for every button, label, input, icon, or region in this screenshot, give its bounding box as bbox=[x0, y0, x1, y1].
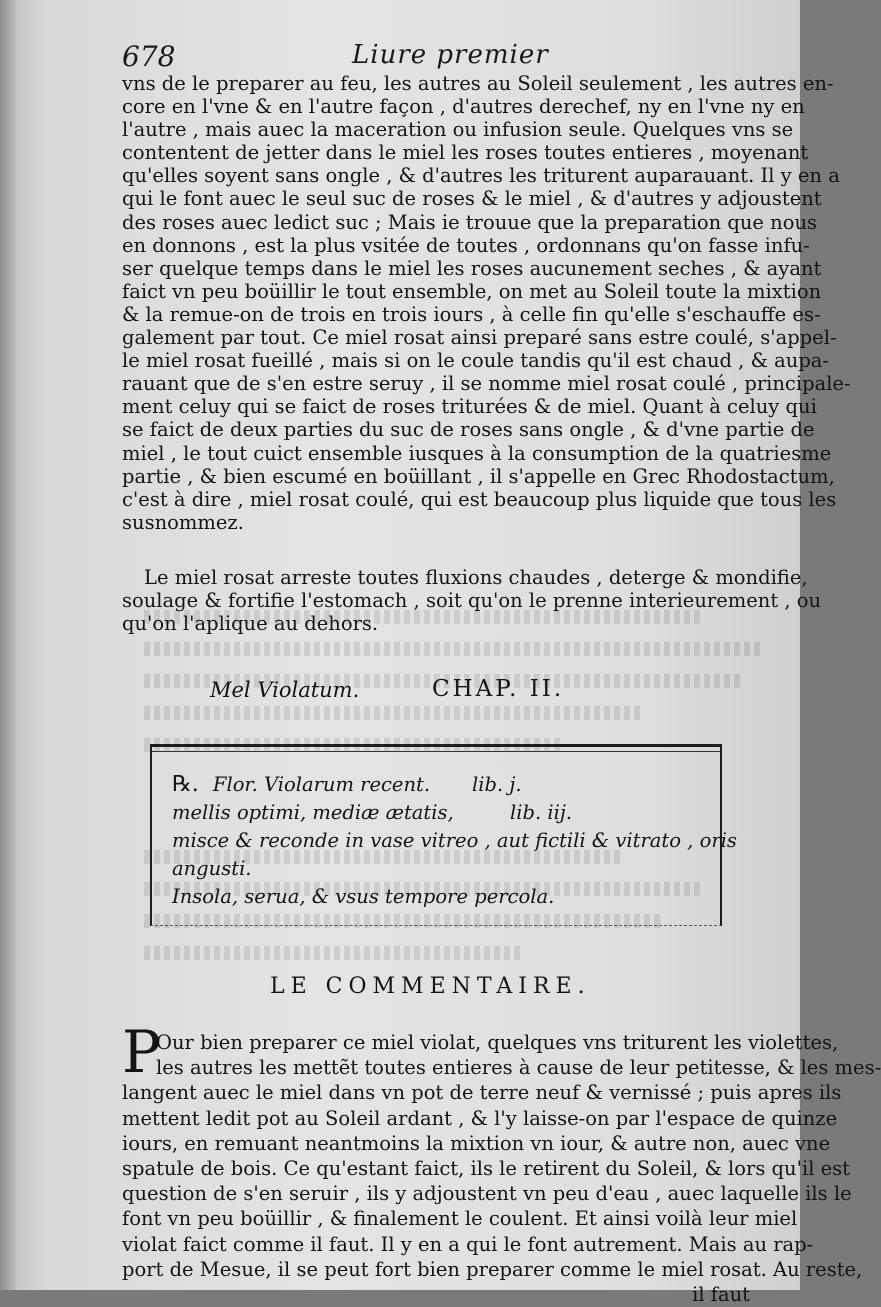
text-line: font vn peu boüillir , & finalement le coulent. Et ainsi voilà leur miel bbox=[122, 1207, 798, 1231]
text-line: ser quelque temps dans le miel les roses aucunement seches , & ayant bbox=[122, 256, 822, 280]
recipe-quantity: lib. iij. bbox=[510, 801, 573, 824]
recipe-line: misce & recondе in vase vitreo , aut fictili & vitrato , oris bbox=[172, 829, 737, 852]
recipe-quantity: lib. j. bbox=[472, 773, 522, 796]
text-line: soulage & fortifie l'estomach , soit qu'on le prenne interieurement , ou bbox=[122, 589, 822, 613]
drop-capital: P bbox=[122, 1018, 162, 1086]
rule-line bbox=[152, 751, 720, 752]
text-line: partie , & bien escumé en boüillant , il s'appelle en Grec Rhodostactum, bbox=[122, 464, 835, 488]
running-head bbox=[122, 40, 782, 74]
text-line: spatule de bois. Ce qu'estant faict, ils le retirent du Soleil, & lors qu'il est bbox=[122, 1157, 851, 1181]
text-line: le miel rosat fueillé , mais si on le coule tandis qu'il est chaud , & aupa- bbox=[122, 349, 830, 373]
text-line: l'autre , mais auec la maceration ou infusion seule. Quelques vns se bbox=[122, 118, 794, 142]
page-gutter bbox=[0, 0, 16, 1290]
commentaire-heading: LE COMMENTAIRE. bbox=[270, 974, 591, 999]
recipe-text bbox=[172, 771, 737, 911]
text-line: qui le font auec le seul suc de roses & le miel , & d'autres y adjoustent bbox=[122, 187, 822, 211]
main-paragraph bbox=[122, 72, 851, 534]
second-paragraph bbox=[122, 566, 822, 636]
text-line: rauant que de s'en estre seruy , il se nomme miel rosat coulé , principale- bbox=[122, 372, 851, 396]
text-line: violat faict comme il faut. Il y en a qui le font autrement. Mais au rap- bbox=[122, 1232, 814, 1256]
text-line: faict vn peu boüillir le tout ensemble, on met au Soleil toute la mixtion bbox=[122, 279, 822, 303]
text-line: se faict de deux parties du suc de roses sans ongle , & d'vne partie de bbox=[122, 418, 815, 442]
page-number: 678 bbox=[122, 40, 176, 73]
text-line: miel , le tout cuict ensemble iusques à la consumption de la quatriesme bbox=[122, 441, 832, 465]
text-line: mettent ledit pot au Soleil ardant , & l'y laisse-on par l'espace de quinze bbox=[122, 1106, 838, 1130]
text-line: iours, en remuant neantmoins la mixtion vn iour, & autre non, auec vne bbox=[122, 1131, 831, 1155]
text-line: galement par tout. Ce miel rosat ainsi preparé sans estre coulé, s'appel- bbox=[122, 326, 837, 350]
recipe-box bbox=[150, 744, 737, 926]
text-line: port de Mesue, il se peut fort bien preparer comme le miel rosat. Au reste, bbox=[122, 1257, 863, 1281]
running-title: Liure premier bbox=[352, 40, 549, 70]
text-line: en donnons , est la plus vsitée de toutes , ordonnans qu'on fasse infu- bbox=[122, 233, 810, 257]
text-line: ment celuy qui se faict de roses triturées & de miel. Quant à celuy qui bbox=[122, 395, 817, 419]
recipe-line: Insola, serua, & vsus tempore percola. bbox=[172, 885, 555, 908]
commentaire-paragraph bbox=[122, 1030, 881, 1307]
text-line: Our bien preparer ce miel violat, quelques vns triturent les violettes, bbox=[156, 1031, 839, 1054]
catchword: il faut bbox=[692, 1283, 750, 1307]
chapter-heading bbox=[122, 674, 758, 706]
text-line: c'est à dire , miel rosat coulé, qui est beaucoup plus liquide que tous les bbox=[122, 487, 837, 511]
text-line: des roses auec ledict suc ; Mais ie trouue que la preparation que nous bbox=[122, 210, 818, 234]
text-line: & la remue-on de trois en trois iours , à celle fin qu'elle s'eschauffe es- bbox=[122, 302, 821, 326]
recipe-symbol: ℞. bbox=[172, 772, 199, 797]
text-line: core en l'vne & en l'autre façon , d'autres derechef, ny en l'vne ny en bbox=[122, 95, 805, 119]
chapter-number: CHAP. II. bbox=[432, 676, 565, 702]
text-line: qu'elles soyent sans ongle , & d'autres les triturent auparauant. Il y en a bbox=[122, 164, 840, 188]
text-line: contentent de jetter dans le miel les roses toutes entieres , moyenant bbox=[122, 141, 809, 165]
text-line: Le miel rosat arreste toutes fluxions chaudes , deterge & mondifie, bbox=[144, 566, 808, 589]
text-line: question de s'en seruir , ils y adjoustent vn peu d'eau , auec laquelle ils le bbox=[122, 1182, 852, 1206]
chapter-latin-title: Mel Violatum. bbox=[210, 678, 360, 702]
recipe-line bbox=[172, 799, 712, 827]
recipe-line bbox=[172, 771, 712, 799]
recipe-ingredient: mellis optimi, mediæ ætatis, bbox=[172, 801, 454, 824]
text-line: susnommez. bbox=[122, 510, 244, 534]
recipe-line: angusti. bbox=[172, 857, 252, 880]
text-line: les autres les mettẽt toutes entieres à cause de leur petitesse, & les mes- bbox=[156, 1056, 881, 1080]
text-line: vns de le preparer au feu, les autres au Soleil seulement , les autres en- bbox=[122, 72, 834, 95]
text-line: qu'on l'aplique au dehors. bbox=[122, 612, 379, 636]
recipe-ingredient: Flor. Violarum recent. bbox=[212, 773, 431, 796]
text-line: langent auec le miel dans vn pot de terre neuf & vernissé ; puis apres ils bbox=[122, 1081, 842, 1105]
